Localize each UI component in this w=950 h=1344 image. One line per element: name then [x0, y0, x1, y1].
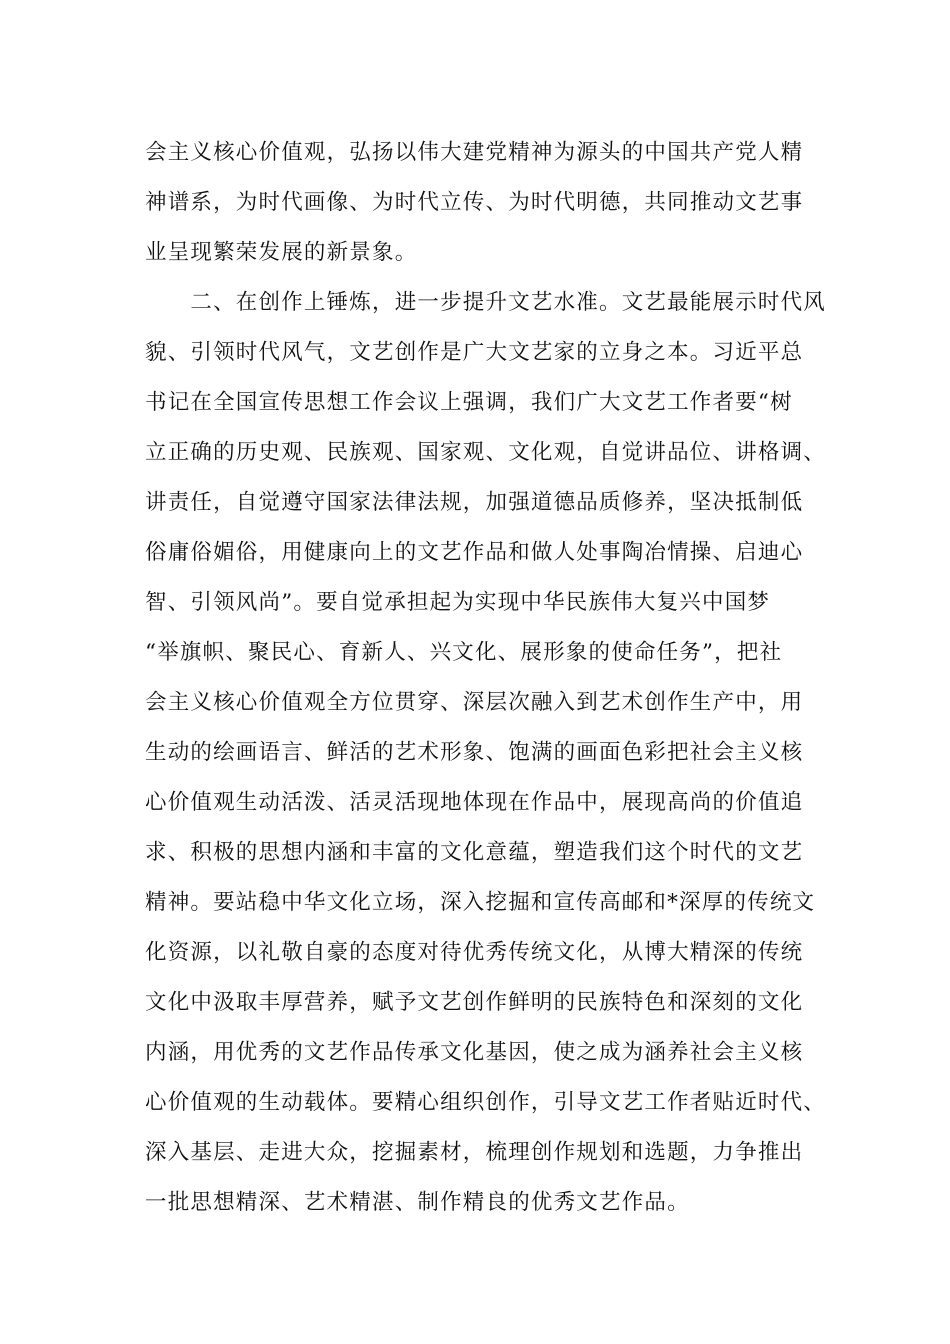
text-line: 化资源，以礼敬自豪的态度对待优秀传统文化，从博大精深的传统	[145, 940, 804, 965]
text-line: 心价值观生动活泼、活灵活现地体现在作品中，展现高尚的价值追	[145, 790, 804, 815]
text-line: 一批思想精深、艺术精湛、制作精良的优秀文艺作品。	[145, 1190, 690, 1215]
text-line: 讲责任，自觉遵守国家法律法规，加强道德品质修养，坚决抵制低	[145, 490, 804, 515]
text-line: 精神。要站稳中华文化立场，深入挖掘和宣传高邮和*深厚的传统文	[145, 890, 816, 915]
text-line: 会主义核心价值观，弘扬以伟大建党精神为源头的中国共产党人精	[145, 140, 804, 165]
text-line: 书记在全国宣传思想工作会议上强调，我们广大文艺工作者要“树	[145, 390, 793, 415]
text-line: 生动的绘画语言、鲜活的艺术形象、饱满的画面色彩把社会主义核	[145, 740, 804, 765]
text-line: 二、在创作上锤炼，进一步提升文艺水准。文艺最能展示时代风	[145, 290, 827, 315]
text-line: 业呈现繁荣发展的新景象。	[145, 240, 418, 265]
text-line: 貌、引领时代风气，文艺创作是广大文艺家的立身之本。习近平总	[145, 340, 804, 365]
text-line: “举旗帜、聚民心、育新人、兴文化、展形象的使命任务”，把社	[145, 640, 783, 665]
text-line: 俗庸俗媚俗，用健康向上的文艺作品和做人处事陶冶情操、启迪心	[145, 540, 804, 565]
text-line: 会主义核心价值观全方位贯穿、深层次融入到艺术创作生产中，用	[145, 690, 804, 715]
text-line: 智、引领风尚”。要自觉承担起为实现中华民族伟大复兴中国梦	[145, 590, 771, 615]
text-line: 求、积极的思想内涵和丰富的文化意蕴，塑造我们这个时代的文艺	[145, 840, 804, 865]
text-line: 立正确的历史观、民族观、国家观、文化观，自觉讲品位、讲格调、	[145, 440, 827, 465]
text-line: 深入基层、走进大众，挖掘素材，梳理创作规划和选题，力争推出	[145, 1140, 804, 1165]
text-line: 心价值观的生动载体。要精心组织创作，引导文艺工作者贴近时代、	[145, 1090, 827, 1115]
text-line: 内涵，用优秀的文艺作品传承文化基因，使之成为涵养社会主义核	[145, 1040, 804, 1065]
text-line: 文化中汲取丰厚营养，赋予文艺创作鲜明的民族特色和深刻的文化	[145, 990, 804, 1015]
text-line: 神谱系，为时代画像、为时代立传、为时代明德，共同推动文艺事	[145, 190, 804, 215]
